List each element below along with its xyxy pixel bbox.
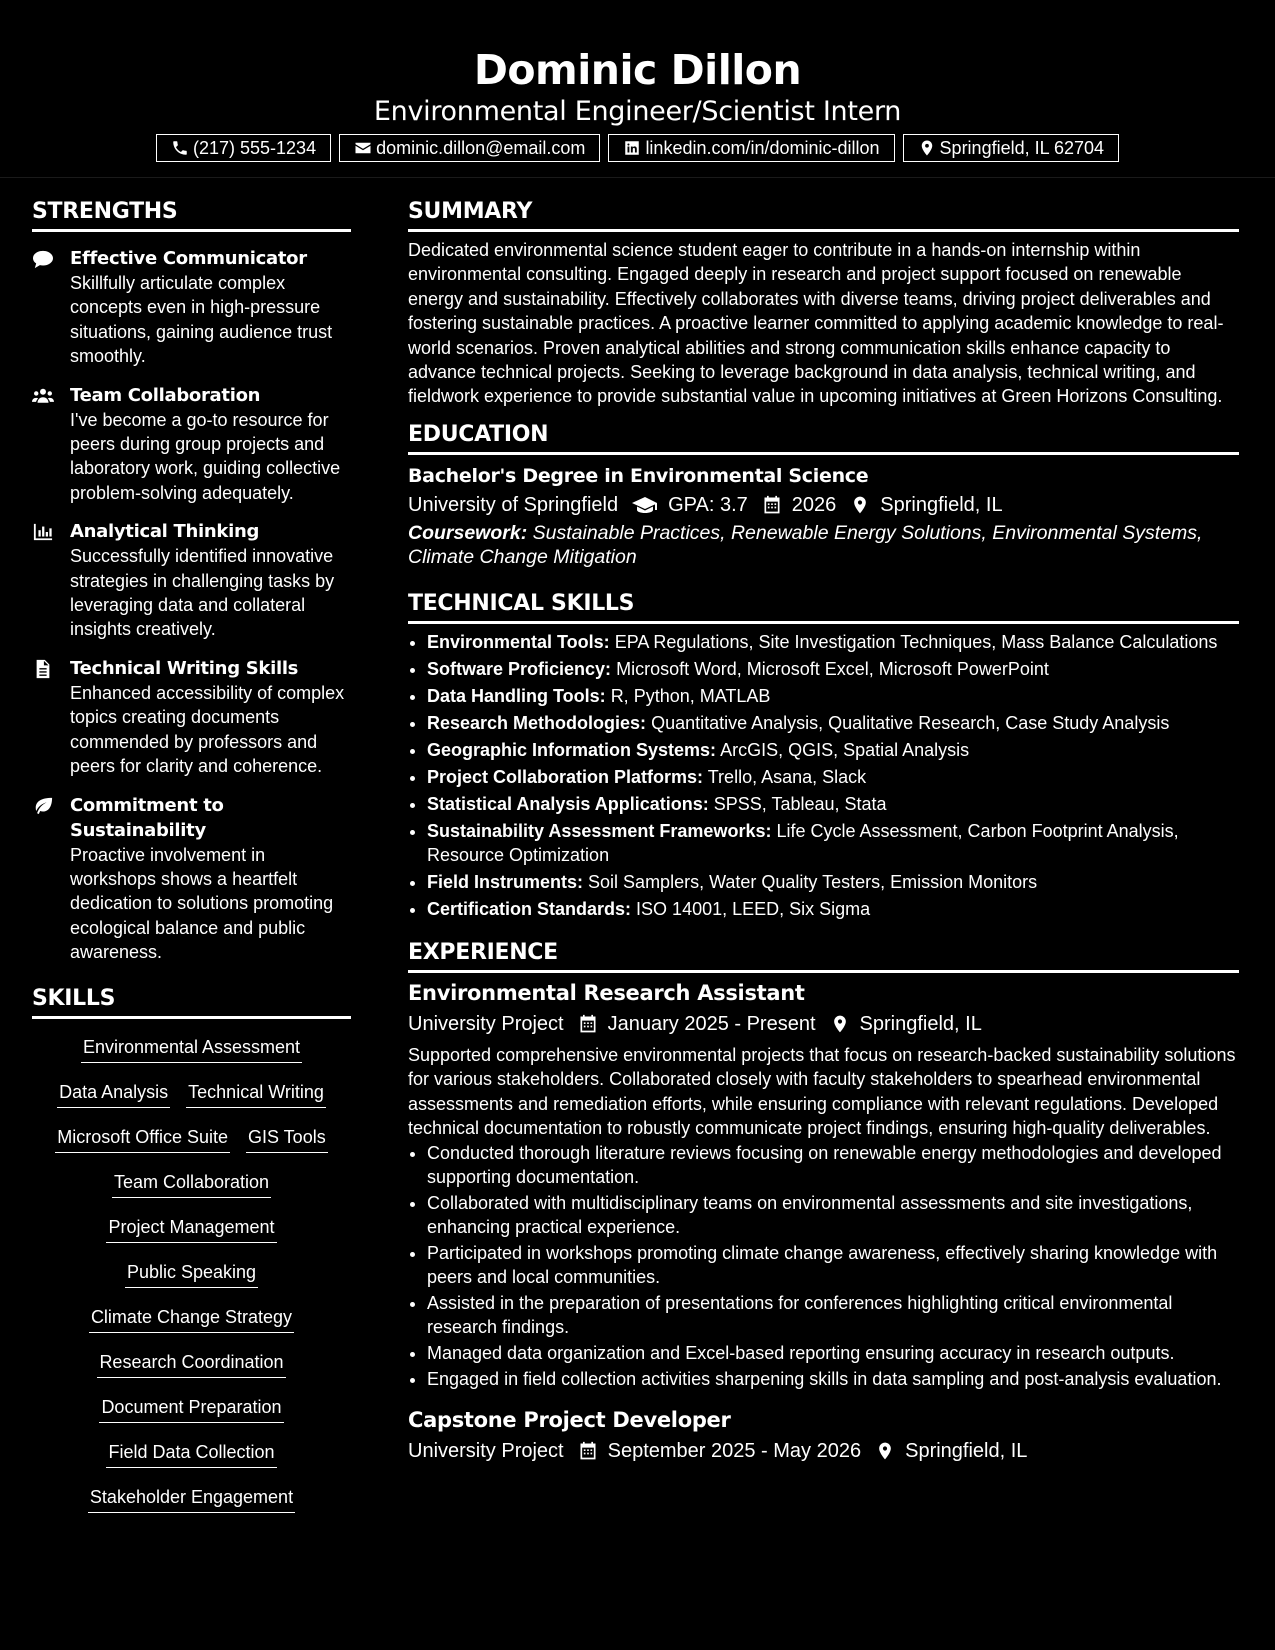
job-location: Springfield, IL <box>905 1440 1028 1463</box>
job-meta <box>408 1009 1239 1039</box>
summary-text: Dedicated environmental science student eager to contribute in a hands-on internship within environmental consulting. Engaged deeply in research and project support focused on renewable energy and sustainability. Effectively collaborates with diverse teams, driving project deliverables and fostering sustainable practices. A proactive learner committed to applying academic knowledge to real-world scenarios. Proven analytical abilities and strong communication skills enhance capacity to advance technical projects. Seeking to leverage background in data analysis, technical writing, and fieldwork experience to provide substantial value in upcoming initiatives at Green Horizons Consulting. <box>408 240 1224 407</box>
strength-item <box>32 793 351 965</box>
strengths-heading: STRENGTHS <box>32 196 351 232</box>
job-org: University Project <box>408 1012 564 1035</box>
strength-desc: I've become a go-to resource for peers during group projects and laboratory work, guiding collective problem-solving adequately. <box>70 409 341 503</box>
job-description: Supported comprehensive environmental projects that focus on research-backed sustainability solutions for various stakeholders. Collaborated closely with faculty stakeholders to spearhead environmental assessments and remediation efforts, while ensuring compliance with relevant regulations. Developed technical documentation to robustly communicate project findings, ensuring high-quality deliverables. <box>408 1044 1236 1139</box>
skills-list <box>32 1035 351 1530</box>
experience-heading: EXPERIENCE <box>408 937 1239 973</box>
contact-email-text: dominic.dillon@email.com <box>376 137 586 158</box>
strength-desc: Proactive involvement in workshops shows a heartfelt dedication to solutions promoting ecological balance and public awareness. <box>70 844 334 963</box>
strength-item <box>32 656 351 779</box>
gpa: GPA: 3.7 <box>668 493 748 516</box>
calendar-icon <box>578 1014 598 1034</box>
contact-phone[interactable] <box>156 134 331 162</box>
resume-header <box>0 0 1275 178</box>
envelope-icon <box>354 139 372 157</box>
contact-phone-text: (217) 555-1234 <box>192 137 317 158</box>
bar-chart-icon <box>32 522 54 542</box>
contact-bar <box>0 134 1275 162</box>
list-item: • Statistical Analysis Applications: SPSS, Tableau, Stata <box>427 792 1239 816</box>
skill-tag: Data Analysis <box>57 1080 170 1108</box>
right-column <box>408 196 1239 1466</box>
skill-tag: Document Preparation <box>99 1395 283 1423</box>
contact-email[interactable] <box>339 134 600 162</box>
skill-tag: Project Management <box>106 1215 276 1243</box>
degree-title: Bachelor's Degree in Environmental Science <box>408 464 869 487</box>
list-item: • Sustainability Assessment Frameworks: Life Cycle Assessment, Carbon Footprint Analysis, Resource Optimization <box>427 819 1239 867</box>
list-item: • Participated in workshops promoting climate change awareness, effectively sharing knowledge with peers and local communities. <box>427 1241 1239 1289</box>
job-title: Environmental Research Assistant <box>408 980 805 1005</box>
contact-linkedin[interactable] <box>608 134 894 162</box>
coursework-label: Coursework: <box>408 521 528 544</box>
team-icon <box>32 386 54 406</box>
strength-item <box>32 519 351 642</box>
list-item: • Assisted in the preparation of presentations for conferences highlighting critical environmental research findings. <box>427 1291 1239 1339</box>
map-pin-icon <box>830 1014 850 1034</box>
job-dates: September 2025 - May 2026 <box>607 1440 862 1463</box>
skill-tag: Technical Writing <box>186 1080 326 1108</box>
skills-heading: SKILLS <box>32 983 351 1019</box>
skill-tag: Stakeholder Engagement <box>88 1485 295 1513</box>
list-item: • Engaged in field collection activities sharpening skills in data sampling and post-analysis evaluation. <box>427 1367 1239 1391</box>
list-item: • Geographic Information Systems: ArcGIS, QGIS, Spatial Analysis <box>427 738 1239 762</box>
list-item: • Environmental Tools: EPA Regulations, Site Investigation Techniques, Mass Balance Calculations <box>427 630 1239 654</box>
contact-location[interactable] <box>903 134 1119 162</box>
skill-tag: Microsoft Office Suite <box>55 1125 230 1153</box>
strength-title: Effective Communicator <box>70 248 307 269</box>
technical-skills-heading: TECHNICAL SKILLS <box>408 588 1239 624</box>
skill-tag: Public Speaking <box>125 1260 258 1288</box>
document-icon <box>32 659 54 679</box>
list-item: • Data Handling Tools: R, Python, MATLAB <box>427 684 1239 708</box>
skill-tag: Research Coordination <box>97 1350 285 1378</box>
skill-tag: Team Collaboration <box>112 1170 271 1198</box>
map-pin-icon <box>918 139 936 157</box>
list-item: • Conducted thorough literature reviews focusing on renewable energy methodologies and developed supporting documentation. <box>427 1141 1239 1189</box>
strength-desc: Skillfully articulate complex concepts even in high-pressure situations, gaining audience trust smoothly. <box>70 273 333 367</box>
summary-heading: SUMMARY <box>408 196 1239 232</box>
graduation-year: 2026 <box>791 493 837 516</box>
education-heading: EDUCATION <box>408 419 1239 455</box>
contact-location-text: Springfield, IL 62704 <box>939 137 1104 158</box>
calendar-icon <box>578 1441 598 1461</box>
skill-tag: Climate Change Strategy <box>89 1305 294 1333</box>
skill-tag: Environmental Assessment <box>81 1035 302 1063</box>
job-location: Springfield, IL <box>859 1012 982 1035</box>
job-title: Capstone Project Developer <box>408 1408 731 1433</box>
strength-item <box>32 383 351 506</box>
contact-linkedin-text: linkedin.com/in/dominic-dillon <box>645 137 880 158</box>
strength-title: Technical Writing Skills <box>70 657 299 679</box>
technical-skills-list <box>408 630 1239 921</box>
job-meta <box>408 1436 1239 1466</box>
list-item: • Certification Standards: ISO 14001, LEED, Six Sigma <box>427 897 1239 921</box>
education-location: Springfield, IL <box>880 493 1003 516</box>
coursework-list: Sustainable Practices, Renewable Energy Solutions, Environmental Systems, Climate Change Mitigation <box>408 521 1203 569</box>
school-name: University of Springfield <box>408 493 619 516</box>
map-pin-icon <box>875 1441 895 1461</box>
list-item: • Project Collaboration Platforms: Trello, Asana, Slack <box>427 765 1239 789</box>
job-dates: January 2025 - Present <box>607 1012 816 1035</box>
calendar-icon <box>762 495 782 515</box>
leaf-icon <box>32 796 54 816</box>
graduation-cap-icon <box>632 495 658 515</box>
skill-tag: Field Data Collection <box>106 1440 276 1468</box>
linkedin-icon <box>623 139 641 157</box>
list-item: • Software Proficiency: Microsoft Word, Microsoft Excel, Microsoft PowerPoint <box>427 657 1239 681</box>
job-org: University Project <box>408 1440 564 1463</box>
job-bullets <box>408 1141 1239 1391</box>
map-pin-icon <box>850 495 870 515</box>
strength-desc: Successfully identified innovative strategies in challenging tasks by leveraging data and collateral insights creatively. <box>70 546 335 640</box>
candidate-name: Dominic Dillon <box>473 46 802 94</box>
speech-bubble-icon <box>32 249 54 269</box>
left-column <box>32 196 351 1530</box>
education-meta <box>408 490 1239 520</box>
strength-title: Analytical Thinking <box>70 521 260 543</box>
list-item: • Collaborated with multidisciplinary teams on environmental assessments and site investigations, enhancing practical experience. <box>427 1191 1239 1239</box>
phone-icon <box>171 139 189 157</box>
list-item: • Research Methodologies: Quantitative Analysis, Qualitative Research, Case Study Analysis <box>427 711 1239 735</box>
skill-tag: GIS Tools <box>246 1125 328 1153</box>
list-item: • Field Instruments: Soil Samplers, Water Quality Testers, Emission Monitors <box>427 870 1239 894</box>
coursework <box>408 521 1239 570</box>
list-item: • Managed data organization and Excel-based reporting ensuring accuracy in research outputs. <box>427 1341 1239 1365</box>
strength-title: Team Collaboration <box>70 384 261 406</box>
strength-item <box>32 246 351 369</box>
strength-desc: Enhanced accessibility of complex topics creating documents commended by professors and peers for clarity and coherence. <box>70 682 345 777</box>
strength-title: Commitment to Sustainability <box>70 794 224 841</box>
candidate-title: Environmental Engineer/Scientist Intern <box>373 96 902 127</box>
